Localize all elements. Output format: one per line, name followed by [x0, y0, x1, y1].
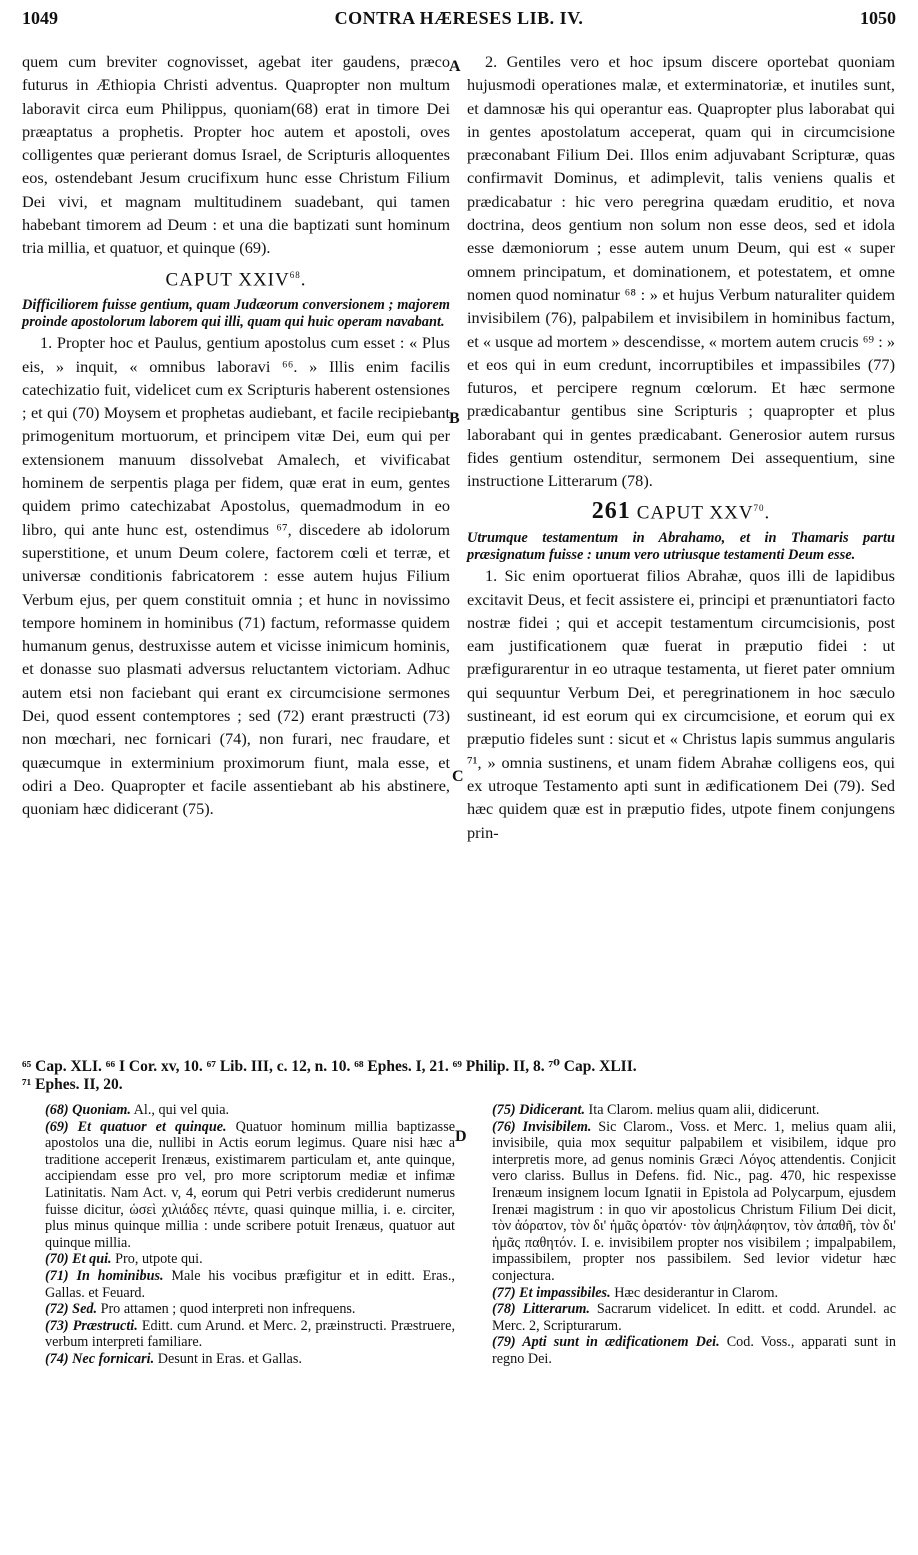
footnote-lemma: (69) Et quatuor et quinque.: [45, 1118, 227, 1135]
footnote: [45, 1268, 455, 1301]
left-column: [22, 50, 450, 821]
page-header: [22, 8, 896, 34]
footnote-text: Pro, utpote qui.: [111, 1251, 203, 1268]
footnote-text: Editt. cum Arund. et Merc. 2, præinstructi. Præstruere, verbum interpreti familiare.: [45, 1317, 455, 1351]
footnote: [45, 1318, 455, 1351]
chapter-summary: Utrumque testamentum in Abrahamo, et in Thamaris partu præsignatum fuisse : unum vero utriusque testamenti Deum esse.: [467, 530, 895, 564]
paragraph: 2. Gentiles vero et hoc ipsum discere oportebat quoniam hujusmodi operationes malæ, et exterminatoriæ, et inutiles sunt, et damnosæ his qui operantur eas. Quapropter plus laborabat qui in gentes apostolatum acceperat, quam qui in circumcisione præconabant Filium Dei. Illos enim adjuvabant Scripturæ, quas confirmavit Dominus, et adimplevit, talis veniens qualis et prædicabatur : hic vero peregrina quædam eruditio, et nova doctrina, deos gentium non solum non esse deos, sed et idola esse dæmoniorum ; esse autem unum Deum, qui est « super omnem principatum, et dominationem, et potestatem, et omne nomen quod nominatur ⁶⁸ : » et hujus Verbum naturaliter quidem invisibilem (76), palpabilem et invisibilem in hominibus factum, et « usque ad mortem » descendisse, « mortem autem crucis ⁶⁹ : » et eos qui in eum credunt, incorruptibiles et impassibiles (77) futuros, et percipere regnum cœlorum. Et hæc sermone prædicabantur gentibus sine Scripturis ; quapropter et plus laborabant qui in gentes prædicabant. Generosior autem rursus fides gentium ostenditur, sermonem Dei assequentium, sine instructione Litterarum (78).: [467, 52, 895, 491]
footnote-lemma: (78) Litterarum.: [492, 1301, 590, 1318]
footnote-text: Cod. Voss., apparati sunt in regno Dei.: [492, 1334, 896, 1367]
page-marker: 261: [591, 497, 631, 524]
footnote: [492, 1119, 896, 1285]
chapter-summary: Difficiliorem fuisse gentium, quam Judæorum conversionem ; majorem proinde apostolorum laborem qui illi, quam qui huic operam navabant.: [22, 297, 450, 331]
footnote-text: Pro attamen ; quod interpreti non infrequens.: [97, 1301, 356, 1318]
right-column: [467, 50, 895, 844]
footnote-lemma: (70) Et qui.: [45, 1251, 112, 1268]
page-number-left: 1049: [22, 8, 58, 28]
footnotes-right: [492, 1102, 896, 1368]
scripture-refs-line: ⁷¹ Ephes. II, 20.: [22, 1076, 123, 1093]
footnote: [45, 1102, 455, 1119]
footnote: [492, 1285, 896, 1302]
margin-letter-c: C: [452, 768, 464, 785]
chapter-heading: 261 CAPUT XXV$^{70}$.: [591, 497, 771, 524]
scripture-refs-line: ⁶⁵ Cap. XLI. ⁶⁶ I Cor. xv, 10. ⁶⁷ Lib. III, c. 12, n. 10. ⁶⁸ Ephes. I, 21. ⁶⁹ Philip. II, 8. ⁷⁰ Cap. XLII.: [22, 1058, 637, 1075]
chapter-heading: CAPUT XXIV$^{68}$.: [165, 269, 307, 290]
margin-letter-d: D: [455, 1128, 467, 1145]
margin-letter-a: A: [449, 58, 461, 75]
footnote-lemma: (79) Apti sunt in ædificationem Dei.: [492, 1334, 720, 1351]
footnote: [492, 1334, 896, 1367]
footnote-text: Desunt in Eras. et Gallas.: [154, 1350, 302, 1367]
footnote: [45, 1119, 455, 1252]
chapter-title: CAPUT XXV: [636, 501, 754, 523]
footnote-lemma: (68) Quoniam.: [45, 1102, 131, 1118]
footnote-lemma: (75) Didicerant.: [492, 1102, 585, 1118]
chapter-note-ref: 70: [753, 502, 765, 513]
footnote-lemma: (73) Præstructi.: [45, 1317, 138, 1334]
footnote-text: Sacrarum videlicet. In editt. et codd. Arundel. ac Merc. 2, Scripturarum.: [492, 1301, 896, 1334]
footnote: [492, 1102, 896, 1119]
margin-letter-b: B: [449, 410, 460, 427]
chapter-title: CAPUT XXIV: [165, 269, 290, 290]
footnote: [492, 1301, 896, 1334]
footnote-text: Hæc desiderantur in Clarom.: [610, 1284, 779, 1301]
footnote-lemma: (71) In hominibus.: [45, 1267, 164, 1284]
footnote-text: Ita Clarom. melius quam alii, didicerunt.: [585, 1102, 820, 1118]
footnote: [45, 1251, 455, 1268]
footnote: [45, 1351, 455, 1368]
footnote-lemma: (74) Nec fornicari.: [45, 1350, 155, 1367]
paragraph: quem cum breviter cognovisset, agebat iter gaudens, præco futurus in Æthiopia Christi adventus. Quapropter non multum laboravit circa eum Philippus, quoniam(68) erat in timore Dei præaptatus a prophetis. Propter hoc autem et apostoli, oves colligentes quæ perierant domus Israel, de Scripturis alloquentes eos, ostendebant Jesum crucifixum hunc esse Christum Filium Dei vivi, et magnam multitudinem suadebant, qui tamen habebant timorem ad Deum : et una die baptizati sunt hominum tria millia, et quatuor, et quinque (69).: [22, 52, 450, 258]
scripture-references: [22, 1058, 896, 1094]
footnote-lemma: (76) Invisibilem.: [492, 1118, 592, 1135]
paragraph: 1. Sic enim oportuerat filios Abrahæ, quos illi de lapidibus excitavit Deus, et fecit assistere ei, principi et prænuntiatori facto nostræ fidei ; qui et accepit testamentum circumcisionis, post eam justificationem quæ fuerat in præputio fidei : ut præfigurarentur in eo utraque testamenta, ut fieret pater omnium qui sequuntur Verbum Dei, et peregrinationem in hoc sæculo sustineant, id est eorum qui ex circumcisione, et eorum qui ex præputio fideles sunt : sicut et « Christus lapis summus angularis ⁷¹, » omnia sustinens, et unam fidem Abrahæ colligens eos, qui ex utroque Testamento apti sunt in ædificationem Dei (79). Sed hæc quidem quæ est in præputio fides, utpote finem conjungens prin-: [467, 566, 895, 842]
page-number-right: 1050: [860, 8, 896, 28]
footnote: [45, 1301, 455, 1318]
paragraph: 1. Propter hoc et Paulus, gentium apostolus cum esset : « Plus eis, » inquit, « omnibus laboravi ⁶⁶. » Illis enim facilis catechizatio fuit, videlicet cum ex Scripturis haberent ostensiones ; et qui (70) Moysem et prophetas audiebant, et facile recipiebant primogenitum mortuorum, et principem vitæ Dei, eum qui per extensionem manuum dissolvebat Amalech, et vivificabat hominem de serpentis plaga per fidem, quæ erat in eum, gentes quidem primo catechizabat Apostolus, quemadmodum in eo libro, qui ante hunc est, ostendimus ⁶⁷, discedere ab idolorum superstitione, et unum Deum colere, factorem cœli et terræ, et universæ conditionis fabricatorem : esse autem hujus Filium Verbum ejus, per quem constituit omnia ; et hunc in novissimo tempore hominem in hominibus (71) factum, reformasse quidem humanum genus, destruxisse autem et vicisse inimicum hominis, et donasse suo plasmati adversus reluctantem victoriam. Adhuc autem etsi non faciebant qui erant ex circumcisione sermones Dei, quod essent contemptores ; sed (72) erant præstructi (73) non mœchari, nec fornicari (74), non furari, nec fraudare, et quæcumque in exterminium proximorum fiunt, mala esse, et odiri a Deo. Quapropter et facile assentiebant ab his abstinere, quoniam hæc didicerant (75).: [22, 333, 450, 819]
footnotes-left: [45, 1102, 455, 1368]
footnote-text: Sic Clarom., Voss. et Merc. 1, melius quam alii, invisibile, quia mox sequitur palpabilem et visibilem, idque pro interpretis more, ad genus nominis Græci Λόγος attendentis. Conjicit vero clariss. Bullus in Defens. fid. Nic., pag. 470, hic respexisse Irenæum insignem locum Ignatii in Epistola ad Polycarpum, ejusdem Irenæi magistrum : in quo vir apostolicus Christum Filium Dei dicit, τὸν ἀόρατον, τὸν δι' ἡμᾶς ὁρατόν· τὸν ἀψηλάφητον, τὸν ἀπαθῆ, τὸν δι' ἡμᾶς παθητόν. I. e. invisibilem propter nos visibilem ; impalpabilem, impassibilem, propter nos passibilem. Sed levior videtur hæc conjectura.: [492, 1118, 896, 1284]
running-title: CONTRA HÆRESES LIB. IV.: [334, 8, 584, 28]
footnote-text: Al., qui vel quia.: [130, 1102, 230, 1118]
footnote-lemma: (77) Et impassibiles.: [492, 1284, 611, 1301]
chapter-note-ref: 68: [289, 269, 301, 280]
footnote-text: Quatuor hominum millia baptizasse apostolos una die, nullibi in Actis eorum legimus. Quare nisi hæc a traditione acceperit Irenæus, existimarem particulam et, ante quinque, accipiendam esse pro vel, pro more scriptorum mediæ et infimæ Latinitatis. Nam Act. v, 4, eorum qui Petri verbis crediderunt numerus fuisse dicitur, ὡσεὶ χιλιάδες πέντε, quasi quinque millia, i. e. circiter, plus minus quinque millia : unde scribere potuit Irenæus, quatuor aut quinque millia.: [45, 1118, 456, 1251]
footnote-text: Male his vocibus præfigitur et in editt. Eras., Gallas. et Feuard.: [45, 1267, 455, 1301]
footnote-lemma: (72) Sed.: [45, 1301, 98, 1318]
